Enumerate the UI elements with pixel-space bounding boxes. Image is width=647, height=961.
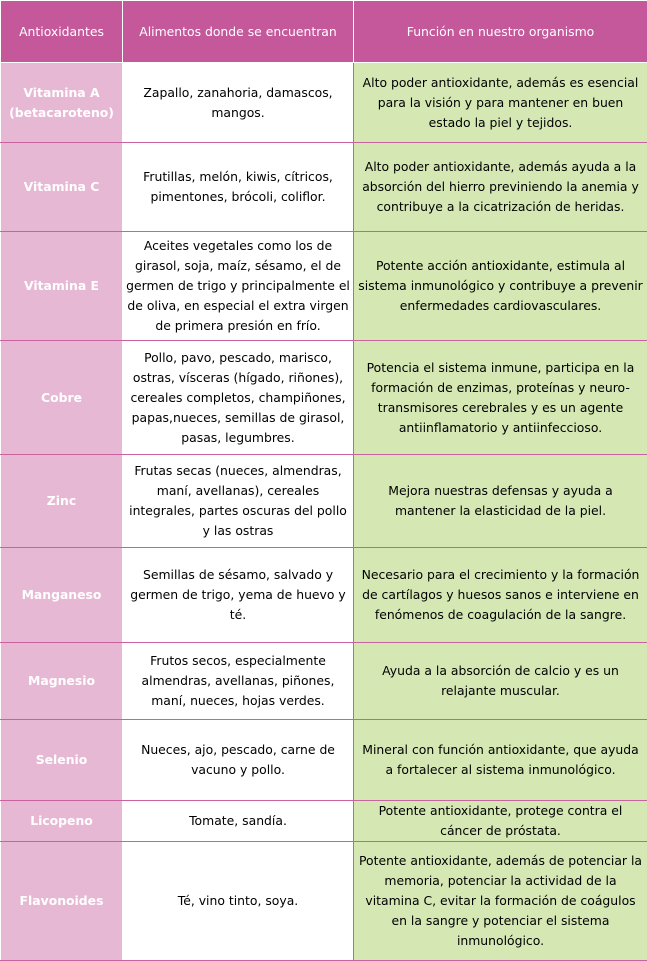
foods-cell: Frutas secas (nueces, almendras, maní, avellanas), cereales integrales, partes oscuras del pollo y las ostras xyxy=(123,455,354,548)
function-cell: Alto poder antioxidante, además es esencial para la visión y para mantener en buen estado la piel y tejidos. xyxy=(354,63,647,143)
antioxidant-name: Magnesio xyxy=(1,643,123,720)
table-row xyxy=(1,63,647,143)
function-cell: Necesario para el crecimiento y la formación de cartílagos y huesos sanos e interviene en fenómenos de coagulación de la sangre. xyxy=(354,548,647,643)
function-cell: Potencia el sistema inmune, participa en la formación de enzimas, proteínas y neuro-transmisores cerebrales y es un agente antiinflamatorio y antiinfeccioso. xyxy=(354,341,647,455)
function-cell: Alto poder antioxidante, además ayuda a la absorción del hierro previniendo la anemia y contribuye a la cicatrización de heridas. xyxy=(354,143,647,232)
table-row xyxy=(1,143,647,232)
antioxidant-name: Vitamina E xyxy=(1,232,123,341)
table-row xyxy=(1,801,647,842)
foods-cell: Frutillas, melón, kiwis, cítricos, pimentones, brócoli, coliflor. xyxy=(123,143,354,232)
foods-cell: Pollo, pavo, pescado, marisco, ostras, vísceras (hígado, riñones), cereales completos, champiñones, papas,nueces, semillas de girasol, pasas, legumbres. xyxy=(123,341,354,455)
table-row xyxy=(1,643,647,720)
antioxidant-name: Manganeso xyxy=(1,548,123,643)
function-cell: Ayuda a la absorción de calcio y es un relajante muscular. xyxy=(354,643,647,720)
foods-cell: Zapallo, zanahoria, damascos, mangos. xyxy=(123,63,354,143)
table-row xyxy=(1,455,647,548)
foods-cell: Semillas de sésamo, salvado y germen de trigo, yema de huevo y té. xyxy=(123,548,354,643)
function-cell: Potente acción antioxidante, estimula al sistema inmunológico y contribuye a prevenir enfermedades cardiovasculares. xyxy=(354,232,647,341)
header-antioxidants: Antioxidantes xyxy=(1,1,123,63)
foods-cell: Tomate, sandía. xyxy=(123,801,354,842)
antioxidant-name: Flavonoides xyxy=(1,842,123,961)
table-body xyxy=(1,63,647,961)
function-cell: Potente antioxidante, protege contra el cáncer de próstata. xyxy=(354,801,647,842)
antioxidant-name: Cobre xyxy=(1,341,123,455)
header-function: Función en nuestro organismo xyxy=(354,1,647,63)
antioxidant-name: Vitamina A (betacaroteno) xyxy=(1,63,123,143)
foods-cell: Frutos secos, especialmente almendras, avellanas, piñones, maní, nueces, hojas verdes. xyxy=(123,643,354,720)
antioxidant-name: Vitamina C xyxy=(1,143,123,232)
table-row xyxy=(1,720,647,801)
foods-cell: Aceites vegetales como los de girasol, soja, maíz, sésamo, el de germen de trigo y principalmente el de oliva, en especial el extra virgen de primera presión en frío. xyxy=(123,232,354,341)
antioxidant-name: Selenio xyxy=(1,720,123,801)
table-row xyxy=(1,842,647,961)
antioxidant-name: Licopeno xyxy=(1,801,123,842)
header-foods: Alimentos donde se encuentran xyxy=(123,1,354,63)
table-row xyxy=(1,548,647,643)
header-row xyxy=(1,1,647,63)
table-row xyxy=(1,341,647,455)
function-cell: Mineral con función antioxidante, que ayuda a fortalecer al sistema inmunológico. xyxy=(354,720,647,801)
antioxidant-name: Zinc xyxy=(1,455,123,548)
table-row xyxy=(1,232,647,341)
foods-cell: Té, vino tinto, soya. xyxy=(123,842,354,961)
function-cell: Mejora nuestras defensas y ayuda a mantener la elasticidad de la piel. xyxy=(354,455,647,548)
foods-cell: Nueces, ajo, pescado, carne de vacuno y pollo. xyxy=(123,720,354,801)
function-cell: Potente antioxidante, además de potenciar la memoria, potenciar la actividad de la vitamina C, evitar la formación de coágulos en la sangre y potenciar el sistema inmunológico. xyxy=(354,842,647,961)
